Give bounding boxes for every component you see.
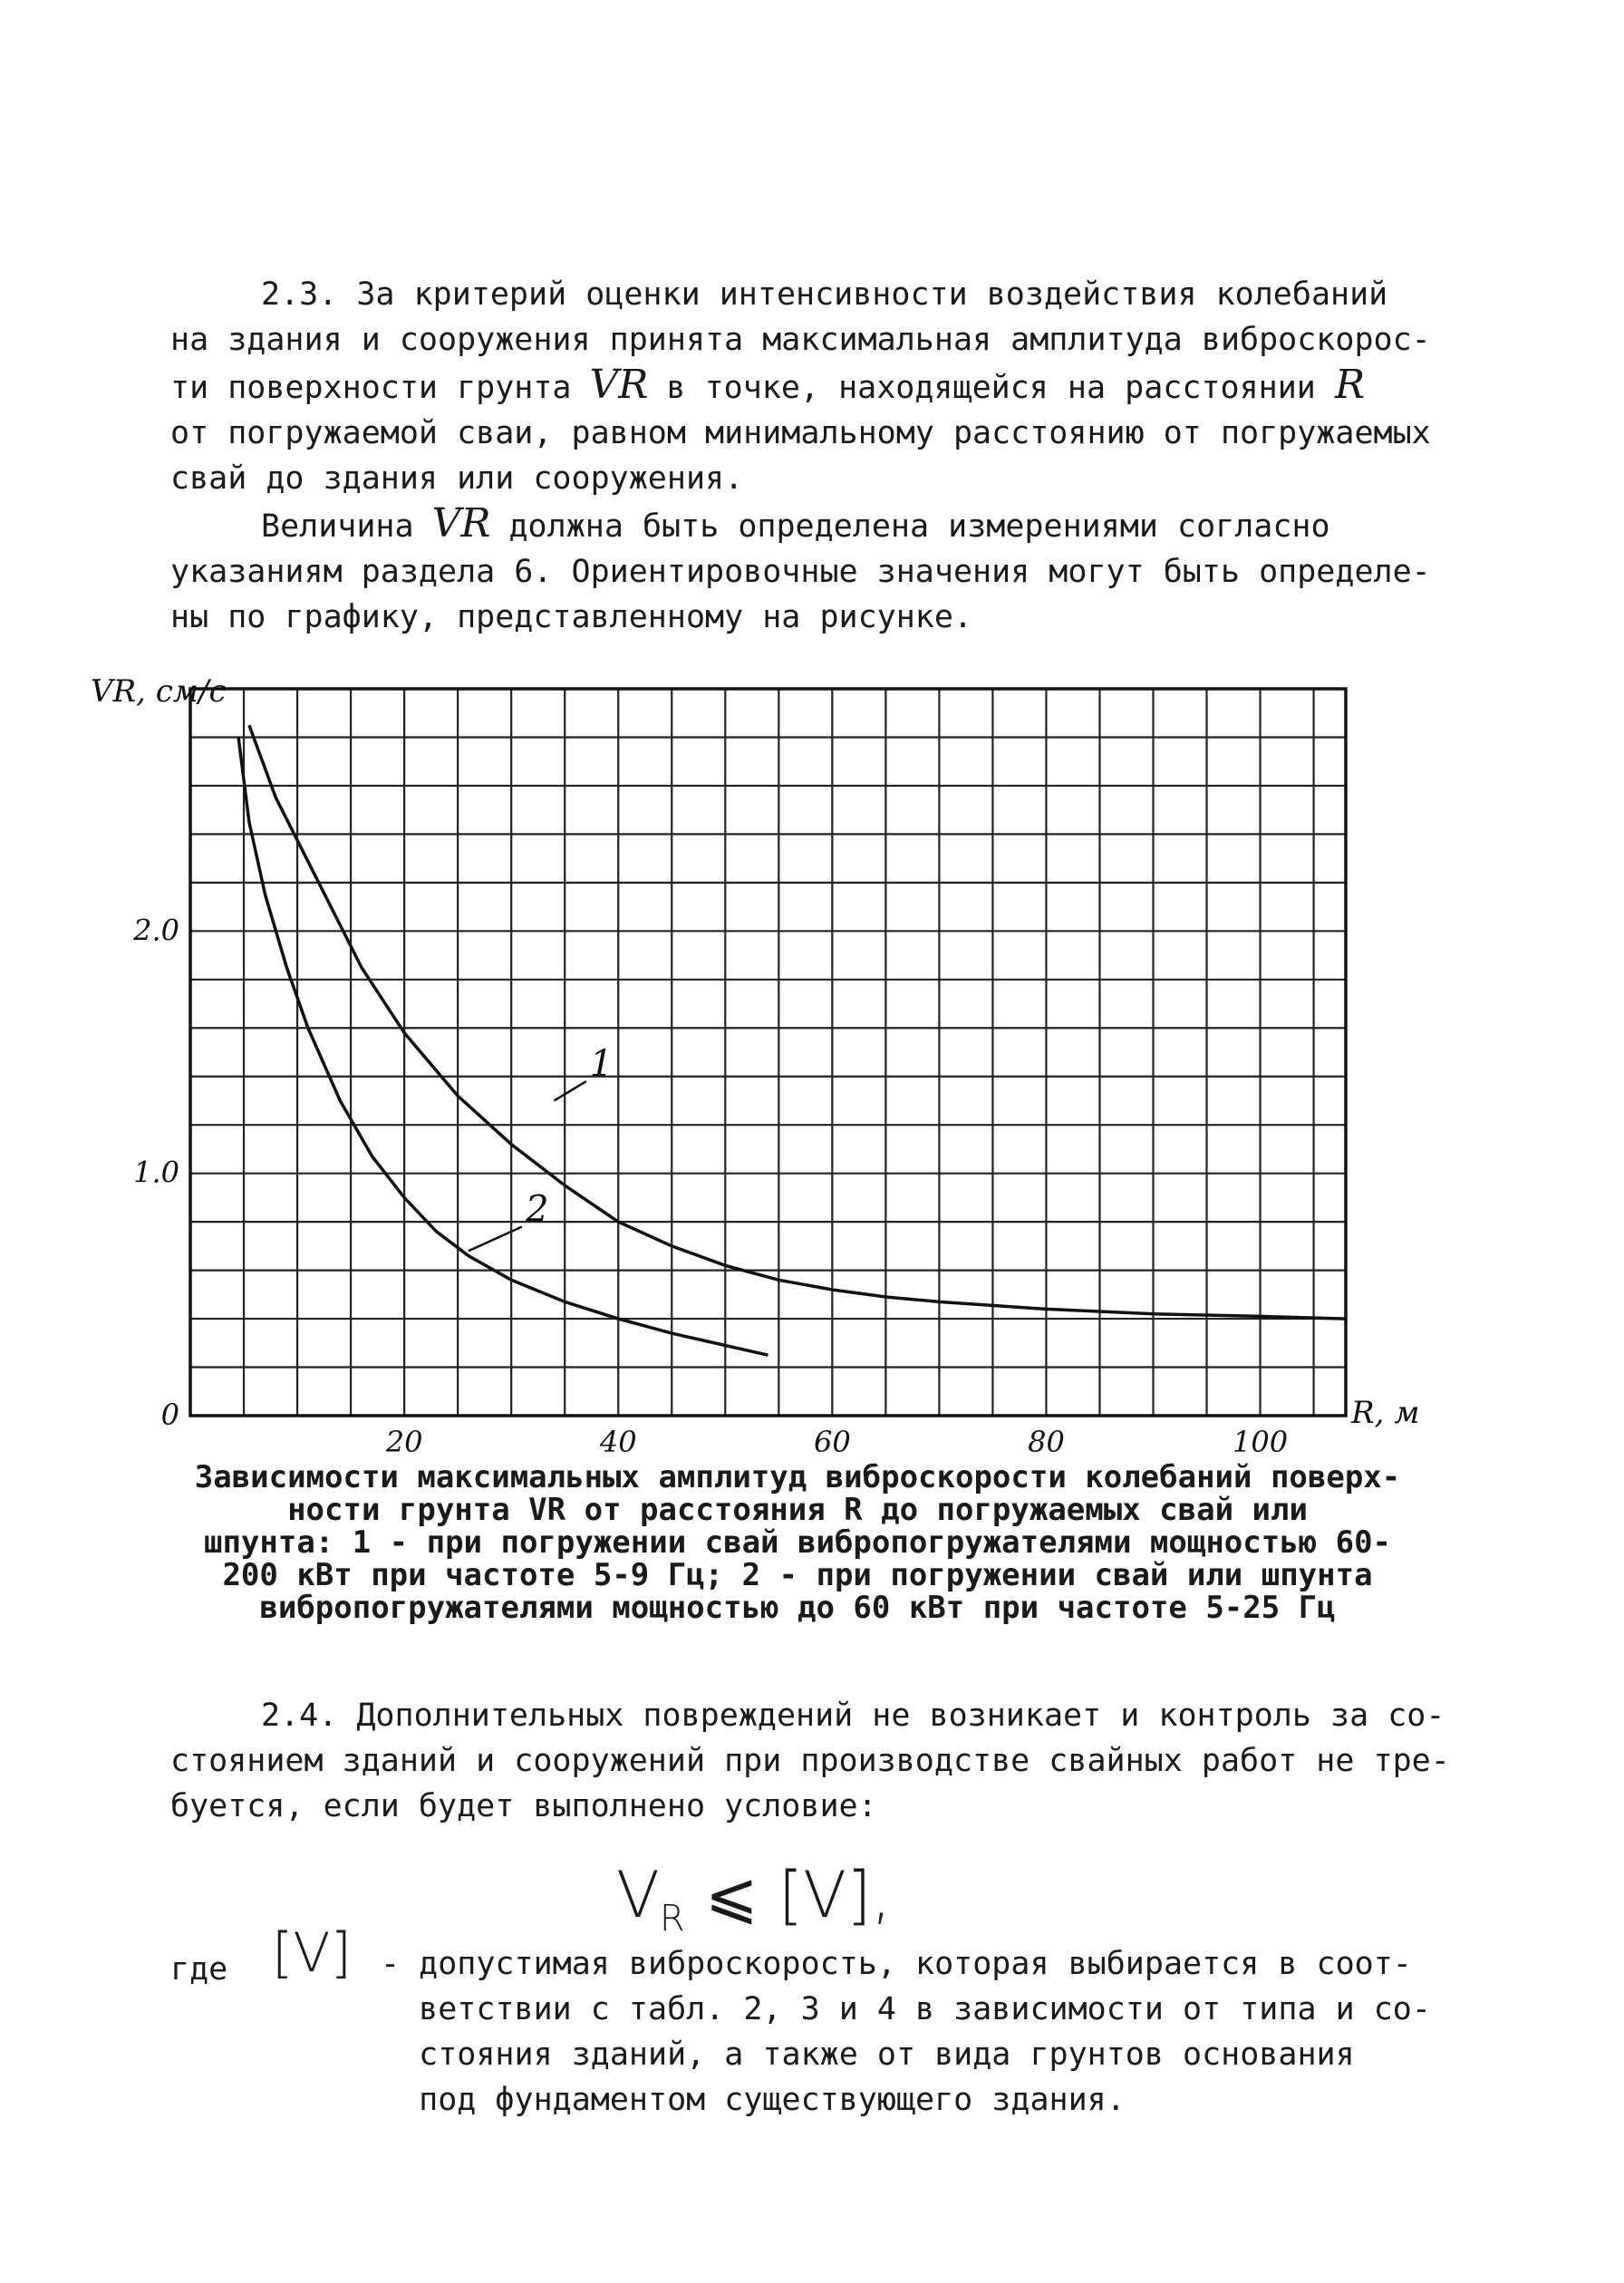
text-line: буется, если будет выполнено условие:: [170, 1788, 877, 1824]
curve-label-leader: [469, 1226, 522, 1251]
formula-lhs: V: [616, 1858, 660, 1932]
y-tick-label: 2.0: [133, 913, 179, 948]
caption-line: ности грунта VR от расстояния R до погружаемых свай или: [287, 1492, 1308, 1528]
curve-label: 2: [525, 1188, 549, 1231]
vibration-velocity-chart: [91, 662, 1432, 1459]
y-tick-label: 0: [160, 1398, 179, 1432]
text-line: ны по графику, представленному на рисунке.: [170, 599, 973, 635]
condition-formula: [616, 1858, 892, 1940]
curve-label: 1: [589, 1043, 614, 1086]
text-line: указаниям раздела 6. Ориентировочные значения могут быть определе-: [170, 554, 1431, 590]
text-line: 2.4. Дополнительных повреждений не возникает и контроль за со-: [261, 1698, 1445, 1734]
caption-line: вибропогружателями мощностью до 60 кВт при частоте 5-25 Гц: [259, 1590, 1336, 1626]
symbol-vr: VR: [431, 500, 491, 547]
section-2-4: [170, 1693, 1450, 1829]
text-line: Величина VR должна быть определена измерениями согласно: [261, 500, 1330, 547]
definition-line: ветствии с табл. 2, 3 и 4 в зависимости от типа и со-: [381, 1991, 1431, 2027]
text-line: стоянием зданий и сооружений при производстве свайных работ не тре-: [170, 1743, 1450, 1779]
y-axis-label: VR, см/с: [91, 673, 227, 710]
formula-rhs: [V],: [778, 1858, 892, 1932]
where-word: где: [170, 1951, 228, 1988]
curve-label-leader: [554, 1081, 585, 1100]
x-tick-label: 100: [1232, 1425, 1289, 1459]
definition-line: под фундаментом существующего здания.: [381, 2082, 1126, 2118]
text-line: 2.3. За критерий оценки интенсивности воздействия колебаний: [261, 276, 1388, 313]
symbol-vr: VR: [589, 362, 649, 408]
formula-relation: ⩽: [704, 1858, 759, 1932]
x-axis-label: R, м: [1351, 1395, 1420, 1431]
definition-line: стояния зданий, а также от вида грунтов основания: [381, 2036, 1355, 2073]
y-tick-label: 1.0: [133, 1155, 179, 1190]
text-line: на здания и сооружения принята максимальная амплитуда виброскорос-: [170, 322, 1431, 358]
text-line: от погружаемой сваи, равном минимальному расстоянию от погружаемых: [170, 415, 1431, 451]
where-symbol: [V]: [272, 1921, 352, 1985]
x-tick-label: 60: [813, 1425, 851, 1459]
grid: [190, 689, 1346, 1416]
text-line: свай до здания или сооружения.: [170, 460, 744, 497]
x-tick-label: 80: [1028, 1425, 1065, 1459]
labels: [91, 673, 1419, 1459]
caption-line: 200 кВт при частоте 5-9 Гц; 2 - при погружении свай или шпунта: [222, 1557, 1373, 1593]
text-line: ти поверхности грунта VR в точке, находящейся на расстоянии R: [170, 362, 1366, 408]
where-definition: [381, 1941, 1431, 2123]
section-2-3: [170, 272, 1431, 640]
definition-line: - допустимая виброскорость, которая выбирается в соот-: [381, 1946, 1412, 1982]
caption-line: шпунта: 1 - при погружении свай вибропогружателями мощностью 60-: [203, 1524, 1392, 1561]
caption-line: Зависимости максимальных амплитуд виброскорости колебаний поверх-: [194, 1459, 1401, 1495]
plot-frame: [190, 689, 1346, 1416]
x-tick-label: 20: [385, 1425, 423, 1459]
series-1-line: [249, 725, 1346, 1319]
symbol-r: R: [1334, 362, 1366, 408]
formula-lhs-sub: R: [659, 1898, 685, 1940]
series-2-line: [238, 738, 768, 1356]
x-tick-label: 40: [599, 1425, 637, 1459]
figure-caption: [181, 1461, 1414, 1624]
